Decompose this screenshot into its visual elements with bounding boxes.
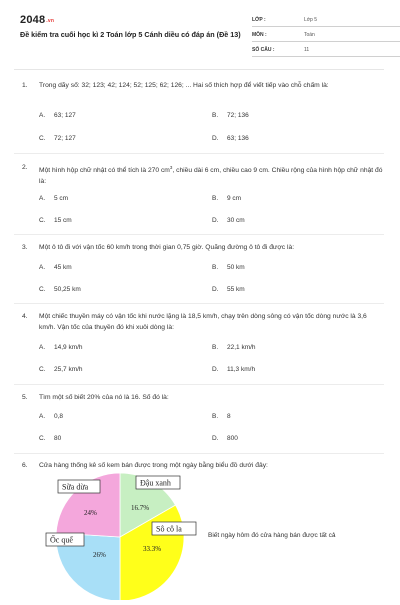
option-letter: C. — [39, 135, 46, 142]
header-divider — [14, 69, 384, 70]
option-letter: A. — [39, 344, 46, 351]
meta-key: SỐ CÂU : — [252, 47, 275, 53]
option-text: 15 cm — [54, 217, 72, 224]
meta-row-subject — [252, 29, 400, 42]
option-d[interactable] — [212, 435, 238, 442]
option-d[interactable] — [212, 366, 255, 373]
option-letter: C. — [39, 366, 46, 373]
question-number: 1. — [22, 82, 28, 89]
question-number: 3. — [22, 244, 28, 251]
option-text: 55 km — [227, 286, 245, 293]
option-text: 800 — [227, 435, 238, 442]
meta-row-class — [252, 14, 400, 27]
option-c[interactable] — [39, 135, 76, 142]
option-letter: D. — [212, 217, 219, 224]
meta-value: Toán — [304, 32, 315, 38]
pie-percent-label: 26% — [93, 551, 106, 559]
meta-value: Lớp 5 — [304, 17, 318, 23]
option-text: 9 cm — [227, 195, 242, 202]
option-d[interactable] — [212, 217, 245, 224]
question-text: Một chiếc thuyền máy có vận tốc khi nước lặng là 18,5 km/h, chạy trên dòng sông có vận tốc dòng nước là 3,6 km/h. Vận tốc của thuyền đó khi xuôi dòng là: — [39, 313, 367, 331]
option-a[interactable] — [39, 413, 63, 420]
option-c[interactable] — [39, 217, 72, 224]
option-letter: D. — [212, 135, 219, 142]
pie-chart — [40, 470, 220, 600]
option-b[interactable] — [212, 413, 231, 420]
option-letter: D. — [212, 435, 219, 442]
question-text: Cửa hàng thống kê số kem bán được trong một ngày bằng biểu đồ dưới đây: — [39, 462, 268, 469]
option-letter: B. — [212, 413, 219, 420]
pie-percent-label: 16.7% — [131, 504, 150, 512]
superscript: 3 — [169, 165, 173, 170]
option-text: 0,8 — [54, 413, 64, 420]
question-text: Trong dãy số: 32; 123; 42; 124; 52; 125; 62; 126; ... Hai số thích hợp để viết tiếp vào chỗ chấm là: — [39, 82, 329, 89]
question-separator — [14, 384, 384, 385]
question-text — [39, 162, 384, 187]
pie-slice-label: Ốc quế — [50, 535, 73, 545]
option-a[interactable] — [39, 264, 72, 271]
pie-chart-svg — [40, 470, 220, 600]
option-letter: D. — [212, 366, 219, 373]
option-text: 63; 127 — [54, 112, 76, 119]
option-text: 50 km — [227, 264, 245, 271]
option-letter: B. — [212, 344, 219, 351]
meta-key: LỚP : — [252, 17, 266, 23]
option-b[interactable] — [212, 344, 256, 351]
header — [20, 14, 382, 58]
document-title: Đề kiểm tra cuối học kì 2 Toán lớp 5 Cánh diều có đáp án (Đề 13) — [20, 30, 241, 39]
option-letter: B. — [212, 112, 219, 119]
option-text: 72; 127 — [54, 135, 76, 142]
pie-slice-label: Sữa dừa — [62, 482, 89, 492]
option-letter: A. — [39, 112, 46, 119]
question-separator — [14, 453, 384, 454]
pie-slice-label: Sô cô la — [156, 524, 182, 534]
option-c[interactable] — [39, 366, 83, 373]
option-letter: C. — [39, 286, 46, 293]
option-b[interactable] — [212, 264, 245, 271]
question-text-part: , chiều dài 6 cm, chiều cao 9 cm. Chiều rộng của hình hộp chữ nhật đó là: — [39, 167, 383, 186]
chart-note: Biết ngày hôm đó cửa hàng bán được tất cả — [208, 532, 336, 539]
option-a[interactable] — [39, 112, 76, 119]
question-text: Một ô tô đi với vận tốc 60 km/h trong thời gian 0,75 giờ. Quãng đường ô tô đi được là: — [39, 244, 295, 251]
question-number: 4. — [22, 313, 28, 320]
option-text: 50,25 km — [54, 286, 81, 293]
meta-row-count — [252, 44, 400, 57]
option-text: 8 — [227, 413, 231, 420]
logo-main: 2048 — [20, 14, 46, 26]
option-letter: C. — [39, 217, 46, 224]
option-text: 72; 136 — [227, 112, 249, 119]
option-letter: B. — [212, 195, 219, 202]
question-text: Tìm một số biết 20% của nó là 16. Số đó là: — [39, 394, 169, 401]
option-letter: A. — [39, 264, 46, 271]
option-text: 30 cm — [227, 217, 245, 224]
option-text: 14,9 km/h — [54, 344, 83, 351]
option-text: 11,3 km/h — [227, 366, 256, 373]
option-letter: A. — [39, 195, 46, 202]
meta-value: 11 — [304, 47, 310, 53]
option-d[interactable] — [212, 286, 245, 293]
question-text-part: Một hình hộp chữ nhật có thể tích là 270 cm — [39, 167, 170, 175]
option-text: 5 cm — [54, 195, 69, 202]
option-text: 63; 136 — [227, 135, 249, 142]
logo-tld: .vn — [46, 18, 55, 24]
pie-slice-label: Đậu xanh — [140, 478, 171, 488]
question-number: 2. — [22, 164, 28, 171]
option-text: 80 — [54, 435, 62, 442]
question-separator — [14, 153, 384, 154]
meta-key: MÔN : — [252, 32, 267, 38]
option-b[interactable] — [212, 195, 241, 202]
option-letter: D. — [212, 286, 219, 293]
option-d[interactable] — [212, 135, 249, 142]
site-logo[interactable] — [20, 14, 54, 26]
option-letter: A. — [39, 413, 46, 420]
question-separator — [14, 303, 384, 304]
question-number: 6. — [22, 462, 28, 469]
question-number: 5. — [22, 394, 28, 401]
option-text: 45 km — [54, 264, 72, 271]
option-text: 25,7 km/h — [54, 366, 83, 373]
pie-percent-label: 24% — [84, 509, 97, 517]
option-a[interactable] — [39, 344, 83, 351]
option-a[interactable] — [39, 195, 68, 202]
option-c[interactable] — [39, 435, 61, 442]
pie-percent-label: 33.3% — [143, 545, 162, 553]
option-letter: B. — [212, 264, 219, 271]
option-letter: C. — [39, 435, 46, 442]
option-b[interactable] — [212, 112, 249, 119]
option-c[interactable] — [39, 286, 81, 293]
question-separator — [14, 234, 384, 235]
option-text: 22,1 km/h — [227, 344, 256, 351]
